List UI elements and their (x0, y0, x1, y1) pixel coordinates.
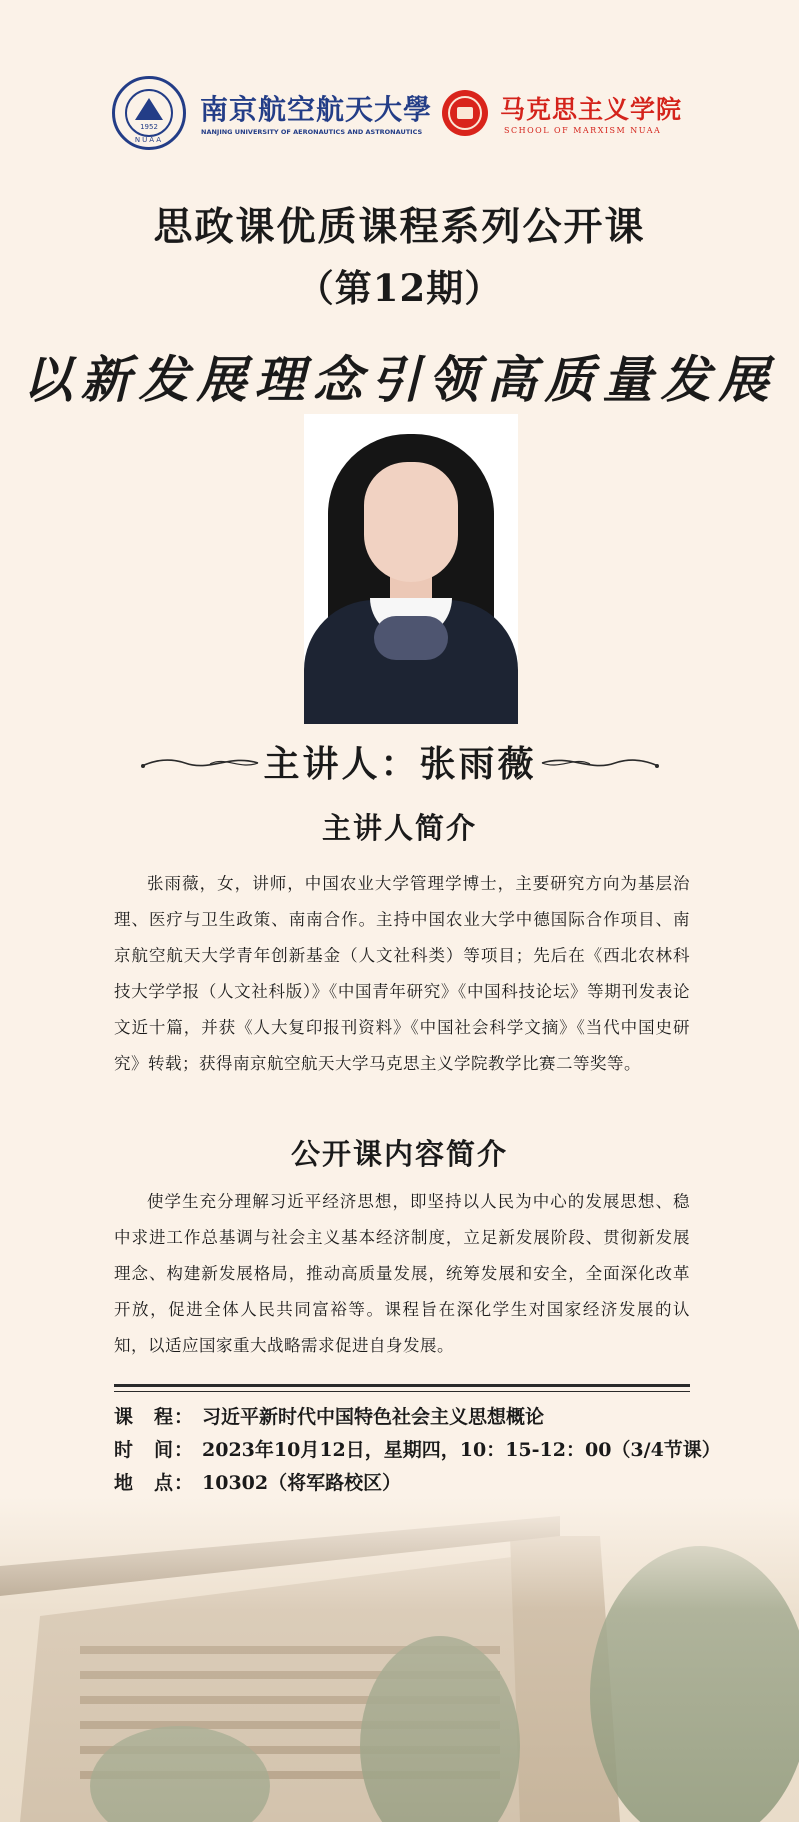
place-label: 地 点： (114, 1472, 195, 1494)
top-rule-thin (114, 1391, 690, 1392)
bio-heading: 主讲人简介 (321, 811, 477, 845)
nuaa-seal-abbr: NUAA (134, 136, 164, 144)
campus-building-illustration (0, 1496, 799, 1822)
speaker-name: 主讲人：张雨薇 (263, 743, 537, 785)
top-rule (114, 1384, 690, 1387)
marxism-school-emblem-icon (442, 90, 488, 136)
content-text: 使学生充分理解习近平经济思想，即坚持以人民为中心的发展思想、稳中求进工作总基调与社会主义基本经济制度，立足新发展阶段、贯彻新发展理念、构建新发展格局，推动高质量发展，统筹发展和安全，全面深化改革开放，促进全体人民共同富裕等。课程旨在深化学生对国家经济发展的认知，以适应国家重大战略需求促进自身发展。 (114, 1192, 690, 1355)
nuaa-name: 南京航空航天大學 (200, 93, 433, 126)
marxism-school-english-name: SCHOOL OF MARXISM NUAA (504, 126, 662, 135)
course-value: 习近平新时代中国特色社会主义思想概论 (202, 1406, 545, 1428)
course-label: 课 程： (114, 1406, 195, 1428)
series-title: 思政课优质课程系列公开课 (153, 204, 646, 250)
header-logos (112, 76, 712, 156)
issue-number: （第12期） (296, 266, 503, 310)
time-row (114, 1435, 721, 1468)
marxism-school-name: 马克思主义学院 (500, 95, 683, 124)
bio-text: 张雨薇，女，讲师，中国农业大学管理学博士，主要研究方向为基层治理、医疗与卫生政策、南南合作。主持中国农业大学中德国际合作项目、南京航空航天大学青年创新基金（人文社科类）等项目；先后在《西北农林科技大学学报（人文社科版）》《中国青年研究》《中国科技论坛》等期刊发表论文近十篇，并获《人大复印报刊资料》《中国社会科学文摘》《当代中国史研究》转载；获得南京航空航天大学马克思主义学院教学比赛二等奖等。 (114, 874, 690, 1073)
right-flourish-icon (540, 752, 660, 774)
place-value: 10302（将军路校区） (202, 1472, 402, 1494)
time-label: 时 间： (114, 1439, 195, 1461)
time-value: 2023年10月12日，星期四，10：15-12：00（3/4节课） (202, 1439, 721, 1461)
nuaa-seal-year: 1952 (140, 123, 158, 131)
speaker-row (140, 736, 660, 786)
lecture-theme: 以新发展理念引领高质量发展 (22, 350, 777, 409)
content-heading: 公开课内容简介 (290, 1137, 508, 1171)
course-row (114, 1402, 714, 1435)
nuaa-seal-icon (112, 76, 186, 150)
speaker-photo (304, 414, 518, 724)
nuaa-english-name: NANJING UNIVERSITY OF AERONAUTICS AND ASTRONAUTICS (201, 128, 423, 136)
